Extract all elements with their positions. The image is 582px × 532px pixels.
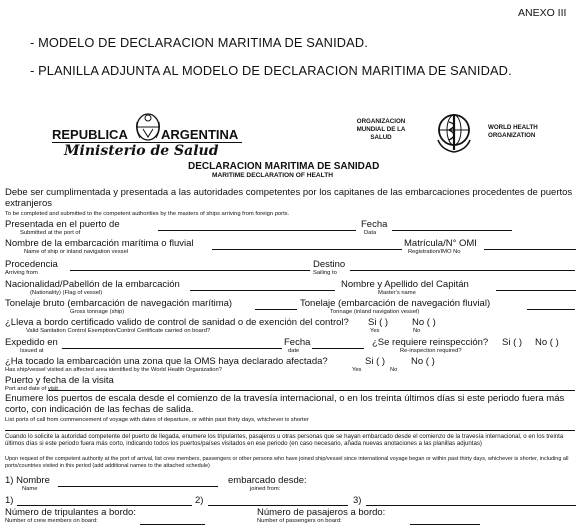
ports-list-field[interactable] (5, 430, 575, 431)
intro-line-2: - PLANILLA ADJUNTA AL MODELO DE DECLARACION MARITIMA DE SANIDAD. (30, 63, 512, 78)
form-title: DECLARACION MARITIMA DE SANIDAD (188, 161, 380, 172)
puerto-2-field[interactable] (208, 505, 348, 506)
argentina-seal-icon (134, 112, 162, 142)
tonelaje-fluvial-field[interactable] (527, 309, 575, 310)
puerto-1-label: 1) (5, 495, 14, 506)
instructions-en: To be completed and submitted to the competent authorities by the masters of ships arriving from foreign ports. (5, 211, 290, 217)
gross-label: Gross tonnage (ship) (70, 309, 125, 315)
oms-zone-no-option[interactable]: No ( ) (411, 356, 435, 367)
capitan-field[interactable] (496, 290, 576, 291)
pasajeros-label: Número de pasajeros a bordo: (257, 507, 386, 518)
tonelaje-bruto-label: Tonelaje bruto (embarcación de navegación marítima) (5, 298, 233, 309)
list-ports-en: List ports of call from commencement of voyage with dates of departure, or within past thirty days, whichever is shorter (5, 417, 309, 423)
puerto-3-field[interactable] (366, 505, 576, 506)
oms-zone-en: Has ship/vessel visited an affected area identified by the World Health Organization? (5, 367, 222, 373)
expedido-label: Expedido en (5, 337, 58, 348)
fecha-expedicion-label: Fecha (284, 337, 311, 348)
tonelaje-fluvial-label: Tonelaje (embarcación de navegación fluvial) (300, 298, 491, 309)
who-emblem-icon (432, 110, 476, 154)
annex-label: ANEXO III (518, 7, 567, 19)
argentina-label: ARGENTINA (161, 127, 239, 142)
nombre-embarcacion-en: Name of ship or inland navigation vessel (24, 249, 129, 255)
port-visit-label: Port and date of visit (5, 386, 58, 392)
puerto-1-field[interactable] (17, 505, 192, 506)
data-label: Data (364, 230, 377, 236)
certificado-question: ¿Lleva a bordo certificado valido de control de sanidad o de exención del control? (5, 317, 349, 328)
certificado-no-option[interactable]: No ( ) (412, 317, 436, 328)
tonnage-inland-label: Tonnage (inland navigation vessel) (330, 309, 420, 315)
cuando-instructions: Cuando lo solicite la autoridad competente del puerto de llegada, enumere los tripulantes, pasajeros u otras personas que se hayan embarcado desde el comienzo de la travesía internacional, o en los treinta últimos días si este periodo fuera más corto, indicando todos los puertos/países visitados en ese periodo (en caso necesario, añada nuevas anotaciones a las planillas adjuntas) (5, 433, 564, 448)
matricula-label: Matrícula/N° OMI (404, 238, 477, 249)
tripulantes-field[interactable] (140, 524, 205, 525)
reinspeccion-en: Re-inspection required? (400, 348, 462, 354)
name-label: Name (22, 486, 38, 492)
crew-label: Number of crew members on board: (5, 518, 98, 524)
tonelaje-bruto-field[interactable] (255, 309, 297, 310)
republica-label: REPUBLICA (52, 127, 128, 142)
date-label: date (288, 348, 300, 354)
joined-label: joined from: (250, 486, 281, 492)
puerto-visita-field[interactable] (48, 390, 575, 391)
issued-label: Issued at (20, 348, 44, 354)
instructions-es: Debe ser cumplimentada y presentada a las autoridades competentes por los capitanes de las embarcaciones procedentes de puertos extranjeros (5, 187, 573, 209)
fecha-field[interactable] (392, 230, 512, 231)
certificado-si-option[interactable]: Si ( ) (368, 317, 389, 328)
nombre-persona-field[interactable] (58, 486, 218, 487)
no-label-1: No (413, 328, 421, 334)
nombre-embarcacion-label: Nombre de la embarcación marítima o fluvial (5, 238, 194, 249)
reinspeccion-si-option[interactable]: Si ( ) (502, 337, 523, 348)
nacionalidad-label: Nacionalidad/Pabellón de la embarcación (5, 279, 180, 290)
nacionalidad-field[interactable] (190, 290, 335, 291)
procedencia-label: Procedencia (5, 259, 58, 270)
puerto-3-label: 3) (353, 495, 362, 506)
nombre-persona-label: 1) Nombre (5, 475, 50, 486)
reinspeccion-no-option[interactable]: No ( ) (535, 337, 559, 348)
fecha-expedicion-field[interactable] (312, 348, 364, 349)
no-label-3: No (390, 367, 398, 373)
oms-name: ORGANIZACION MUNDIAL DE LA SALUD (356, 118, 406, 141)
reinspeccion-question: ¿Se requiere reinspección? (372, 337, 489, 348)
oms-zone-si-option[interactable]: Si ( ) (365, 356, 386, 367)
pasajeros-field[interactable] (410, 524, 480, 525)
registration-label: Registration/IMO No (408, 249, 461, 255)
oms-zone-question: ¿Ha tocado la embarcación una zona que la OMS haya declarado afectada? (5, 356, 328, 367)
certificado-en: Valid Sanitation Control Exemption/Control Certificate carried on board? (26, 328, 211, 334)
yes-label-3: Yes (352, 367, 362, 373)
embarcado-label: embarcado desde: (228, 475, 307, 486)
matricula-field[interactable] (484, 249, 576, 250)
master-label: Master's name (378, 290, 416, 296)
upon-request-en: Upon request of the competent authority at the port of arrival, list crew members, passengers or other persons who have joined ship/vessel since international voyage began or within past thirty days, whichever is shorter, including all ports/countries visited in this period (add additional names to the attached schedule) (5, 456, 569, 469)
expedido-field[interactable] (62, 348, 282, 349)
tripulantes-label: Número de tripulantes a bordo: (5, 507, 136, 518)
presentada-label: Presentada en el puerto de (5, 219, 120, 230)
destino-field[interactable] (350, 270, 575, 271)
fecha-label: Fecha (361, 219, 388, 230)
enumere-instructions: Enumere los puertos de escala desde el comienzo de la travesía internacional, o en los treinta últimos días si este periodo fuera más corto, con indicación de las fechas de salida. (5, 393, 565, 415)
arriving-label: Arriving from (5, 270, 38, 276)
passengers-label: Number of passengers on board: (257, 518, 342, 524)
puerto-2-label: 2) (195, 495, 204, 506)
sailing-label: Sailing to (313, 270, 337, 276)
intro-line-1: - MODELO DE DECLARACION MARITIMA DE SANIDAD. (30, 35, 368, 50)
nombre-embarcacion-field[interactable] (212, 249, 402, 250)
nacionalidad-en: (Nationality) (Flag of vessel) (30, 290, 103, 296)
procedencia-field[interactable] (70, 270, 310, 271)
destino-label: Destino (313, 259, 346, 270)
form-subtitle: MARITIME DECLARATION OF HEALTH (212, 172, 333, 179)
puerto-presentacion-field[interactable] (158, 230, 356, 231)
who-name: WORLD HEALTH ORGANIZATION (488, 124, 538, 139)
capitan-label: Nombre y Apellido del Capitán (341, 279, 469, 290)
presentada-en: Submitted at the port of (20, 230, 81, 236)
ministerio-label: Ministerio de Salud (64, 143, 219, 159)
yes-label-1: Yes (370, 328, 380, 334)
puerto-visita-label: Puerto y fecha de la visita (5, 375, 114, 386)
